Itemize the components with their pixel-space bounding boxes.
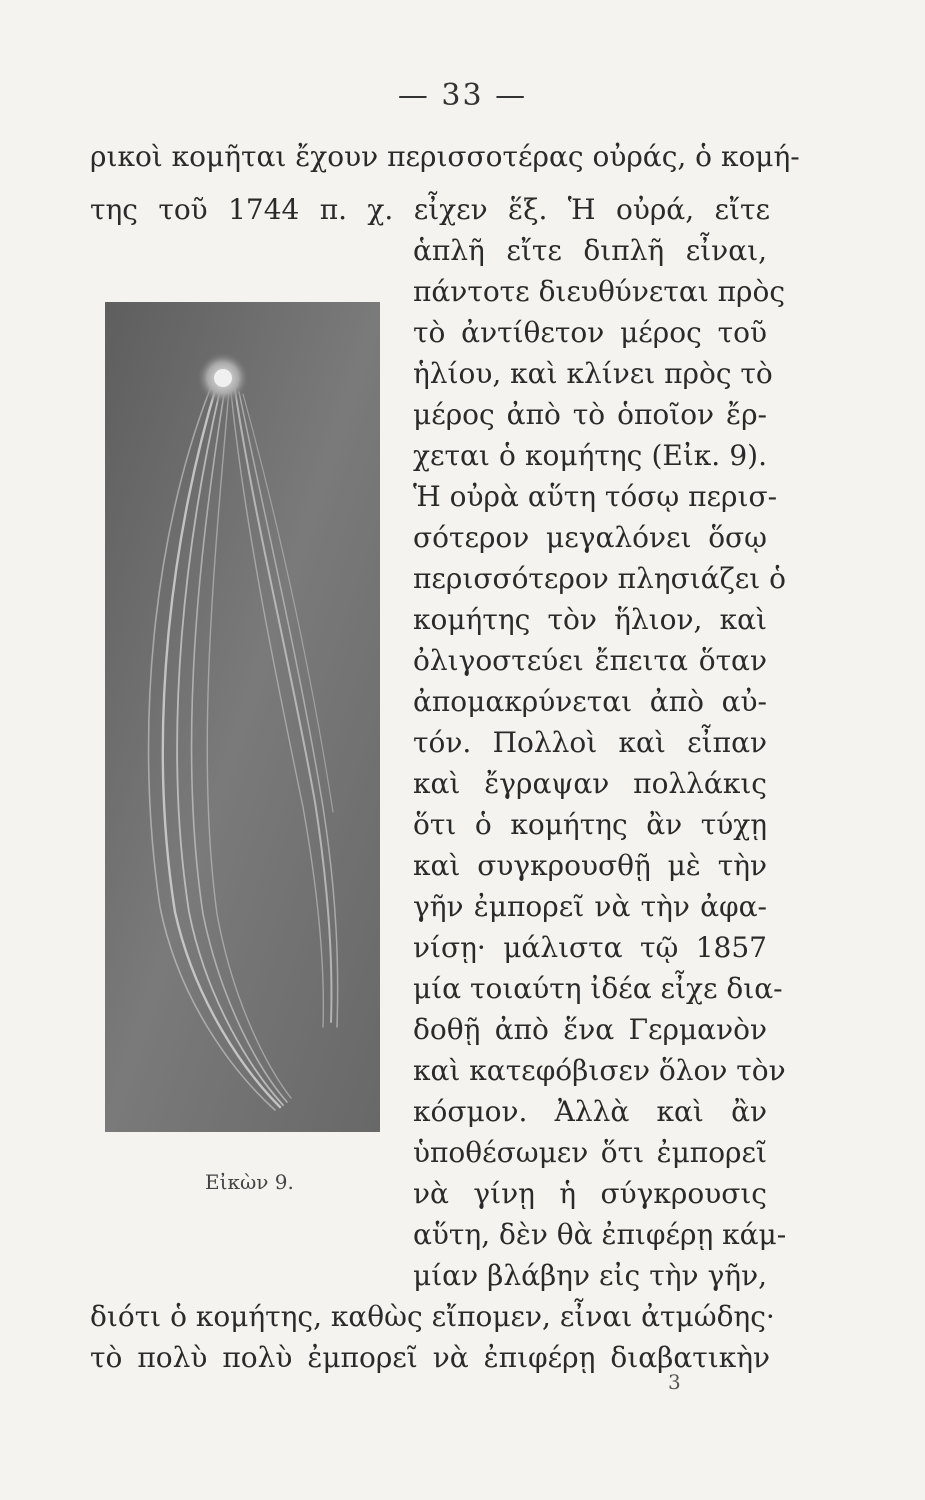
text-line: ἡλίου, καὶ κλίνει πρὸς τὸ	[413, 357, 773, 390]
text-line: καὶ ἔγραψαν πολλάκις	[413, 767, 767, 800]
text-line: πάντοτε διευθύνεται πρὸς	[413, 275, 786, 308]
text-line: περισσότερον πλησιάζει ὁ	[413, 562, 787, 595]
text-line: ὑποθέσωμεν ὅτι ἐμπορεῖ	[413, 1136, 767, 1169]
text-line: δοθῇ ἀπὸ ἕνα Γερμανὸν	[413, 1013, 767, 1046]
text-line: σότερον μεγαλόνει ὅσῳ	[413, 521, 767, 554]
comet-illustration	[105, 302, 380, 1132]
text-line: τὸ πολὺ πολὺ ἐμπορεῖ νὰ ἐπιφέρῃ διαβατικὴν	[90, 1341, 770, 1374]
text-line: ὅτι ὁ κομήτης ἂν τύχῃ	[413, 808, 767, 841]
page-number: — 33 —	[397, 78, 528, 113]
signature-mark: 3	[668, 1370, 681, 1394]
text-line: ὀλιγοστεύει ἔπειτα ὅταν	[413, 644, 767, 677]
text-line: χεται ὁ κομήτης (Εἰκ. 9).	[413, 439, 767, 472]
text-line: Ἡ οὐρὰ αὕτη τόσῳ περισ-	[413, 480, 778, 513]
text-line: νὰ γίνῃ ἡ σύγκρουσις	[413, 1177, 767, 1210]
comet-figure	[105, 302, 380, 1132]
text-line: νίσῃ· μάλιστα τῷ 1857	[413, 931, 767, 964]
text-line: τόν. Πολλοὶ καὶ εἶπαν	[413, 726, 767, 759]
text-line: αὕτη, δὲν θὰ ἐπιφέρῃ κάμ-	[413, 1218, 787, 1251]
text-line: της τοῦ 1744 π. χ. εἶχεν ἕξ. Ἡ οὐρά, εἴτε	[90, 193, 770, 226]
text-line: μία τοιαύτη ἰδέα εἶχε δια-	[413, 972, 783, 1005]
text-line: κομήτης τὸν ἥλιον, καὶ	[413, 603, 767, 636]
text-line: μίαν βλάβην εἰς τὴν γῆν,	[413, 1259, 767, 1292]
text-line: διότι ὁ κομήτης, καθὼς εἴπομεν, εἶναι ἀτμώδης·	[90, 1300, 775, 1333]
text-line: ἁπλῆ εἴτε διπλῆ εἶναι,	[413, 234, 767, 267]
figure-caption: Εἰκὼν 9.	[205, 1170, 294, 1194]
text-line: γῆν ἐμπορεῖ νὰ τὴν ἀφα-	[413, 890, 767, 923]
text-line: ρικοὶ κομῆται ἔχουν περισσοτέρας οὐράς, ὁ κομή-	[90, 140, 800, 173]
text-line: τὸ ἀντίθετον μέρος τοῦ	[413, 316, 767, 349]
text-line: καὶ συγκρουσθῇ μὲ τὴν	[413, 849, 767, 882]
text-line: κόσμον. Ἀλλὰ καὶ ἂν	[413, 1095, 767, 1128]
text-line: μέρος ἀπὸ τὸ ὁποῖον ἔρ-	[413, 398, 767, 431]
text-line: καὶ κατεφόβισεν ὅλον τὸν	[413, 1054, 786, 1087]
text-line: ἀπομακρύνεται ἀπὸ αὐ-	[413, 685, 767, 718]
